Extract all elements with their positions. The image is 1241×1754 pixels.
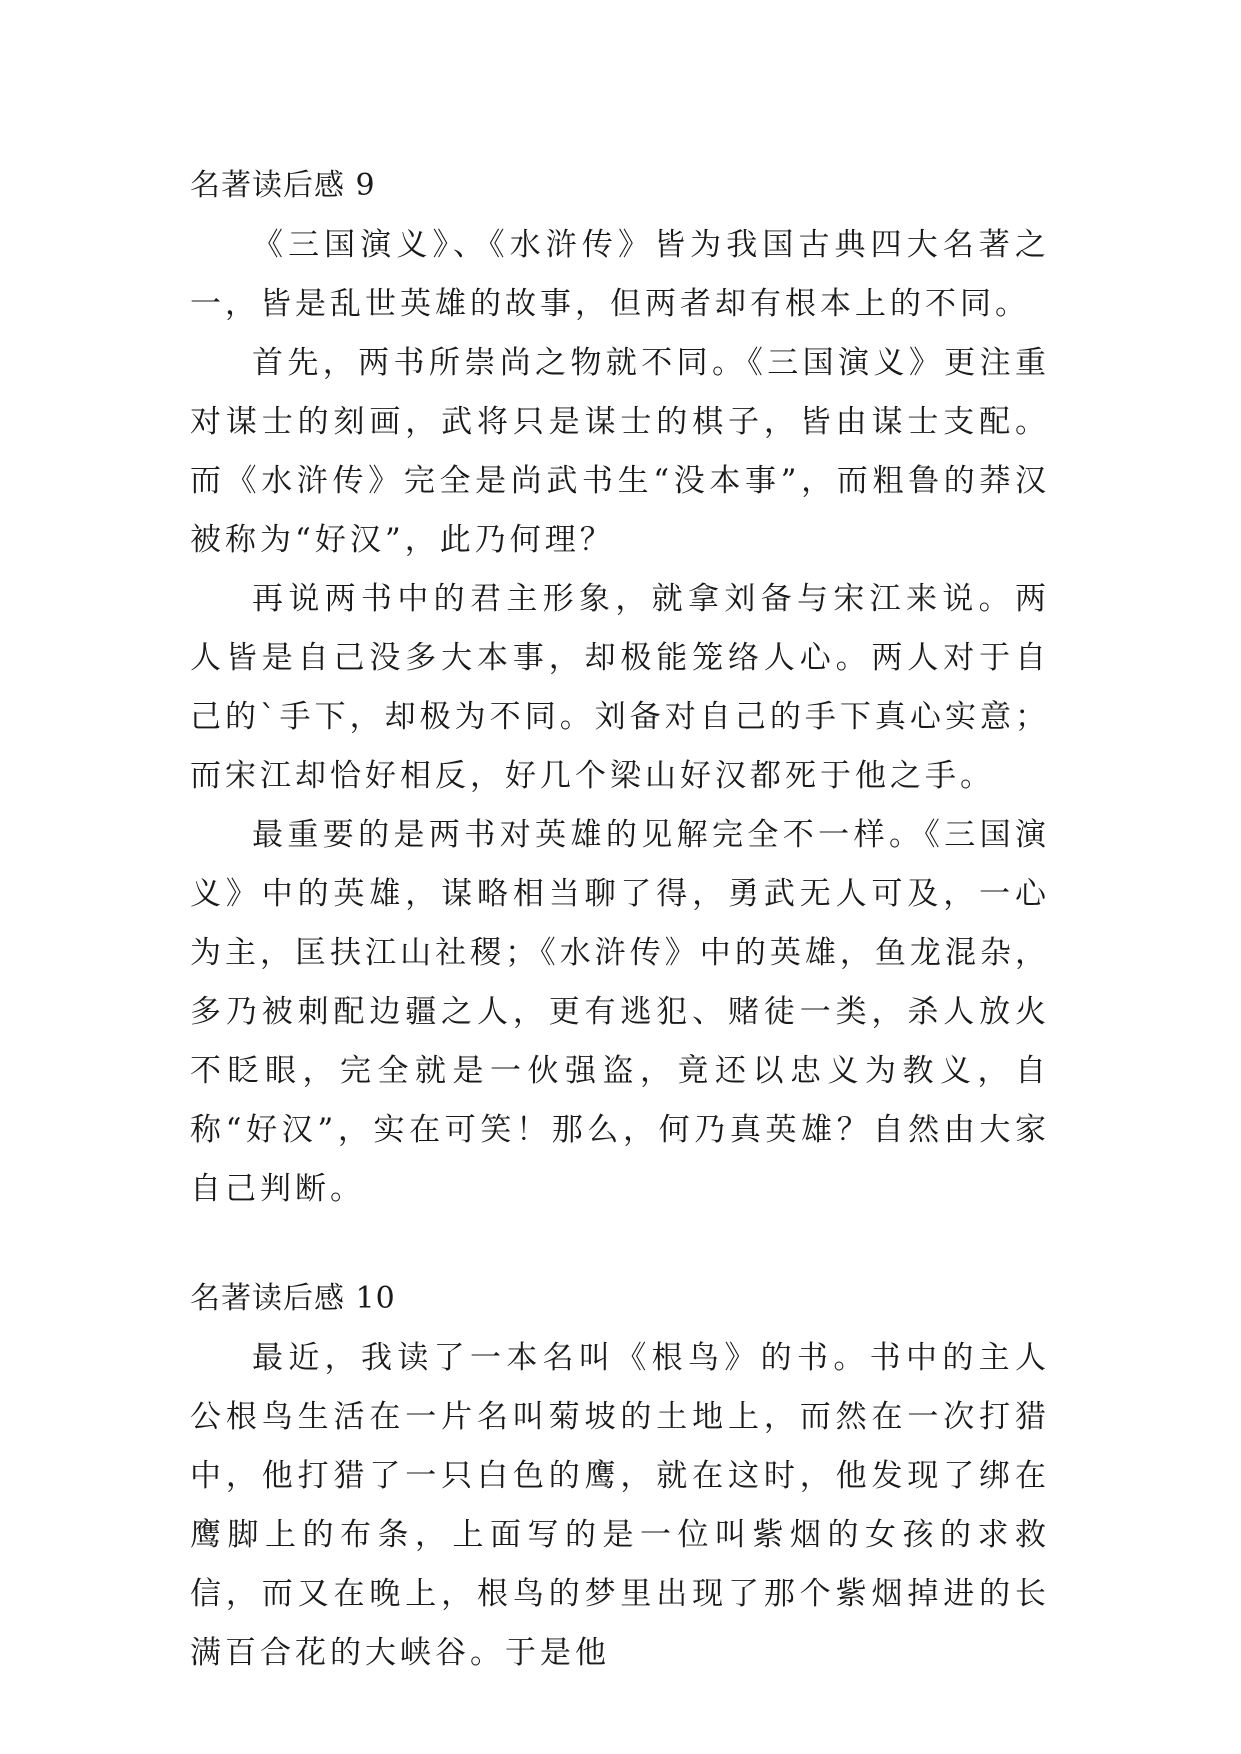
paragraph: 最重要的是两书对英雄的见解完全不一样。《三国演义》中的英雄，谋略相当聊了得，勇武无人可及，一心为主，匡扶江山社稷；《水浒传》中的英雄，鱼龙混杂，多乃被刺配边疆之人，更有逃犯、赌徒一类，杀人放火不眨眼，完全就是一伙强盗，竟还以忠义为教义，自称“好汉”，实在可笑！那么，何乃真英雄？自然由大家自己判断。	[190, 817, 1050, 1207]
section-title: 名著读后感 10	[190, 1281, 396, 1316]
paragraph: 最近，我读了一本名叫《根鸟》的书。书中的主人公根鸟生活在一片名叫菊坡的土地上，而然在一次打猎中，他打猎了一只白色的鹰，就在这时，他发现了绑在鹰脚上的布条，上面写的是一位叫紫烟的女孩的求救信，而又在晚上，根鸟的梦里出现了那个紫烟掉进的长满百合花的大峡谷。于是他	[190, 1340, 1050, 1671]
section-title: 名著读后感 9	[190, 168, 376, 203]
paragraph: 《三国演义》、《水浒传》皆为我国古典四大名著之一，皆是乱世英雄的故事，但两者却有根本上的不同。	[190, 227, 1050, 322]
document-body	[190, 156, 1050, 1733]
paragraph: 再说两书中的君主形象，就拿刘备与宋江来说。两人皆是自己没多大本事，却极能笼络人心。两人对于自己的`手下，却极为不同。刘备对自己的手下真心实意；而宋江却恰好相反，好几个梁山好汉都死于他之手。	[190, 581, 1050, 794]
section-review-10	[190, 1269, 1050, 1683]
paragraph: 首先，两书所崇尚之物就不同。《三国演义》更注重对谋士的刻画，武将只是谋士的棋子，皆由谋士支配。而《水浒传》完全是尚武书生“没本事”，而粗鲁的莽汉被称为“好汉”，此乃何理？	[190, 345, 1050, 558]
section-review-9	[190, 156, 1050, 1219]
